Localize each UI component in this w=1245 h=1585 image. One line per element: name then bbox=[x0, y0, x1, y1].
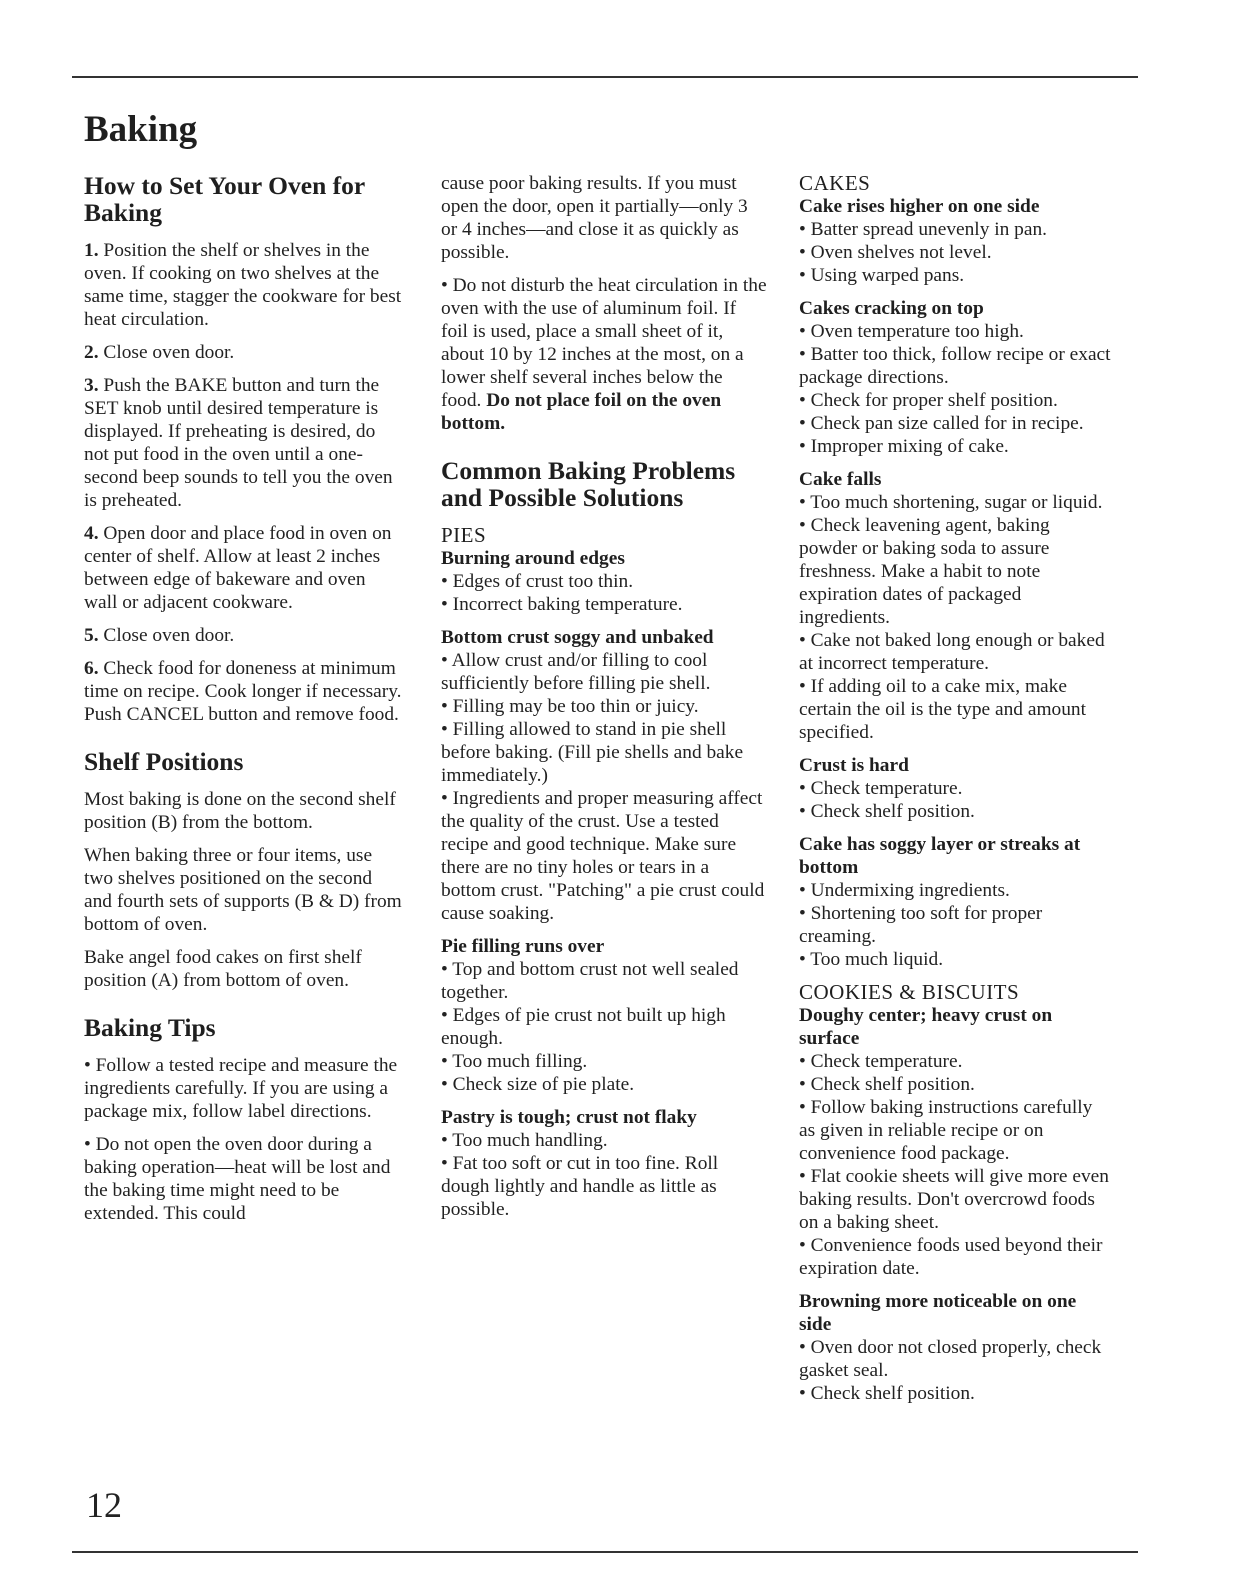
solution-item: • Batter too thick, follow recipe or exact package directions. bbox=[799, 344, 1111, 388]
tip-paragraph: • Follow a tested recipe and measure the ingredients carefully. If you are using a package mix, follow label directions. bbox=[84, 1055, 398, 1122]
cakes-problem-list bbox=[799, 195, 1111, 971]
step-2 bbox=[84, 341, 402, 364]
problem-title: Pie filling runs over bbox=[441, 936, 605, 957]
problem-group bbox=[799, 833, 1111, 971]
shelf-positions-heading: Shelf Positions bbox=[84, 747, 244, 776]
step-text: Close oven door. bbox=[103, 625, 235, 646]
solution-item: • Shortening too soft for proper creaming. bbox=[799, 903, 1043, 947]
problem-title: Cake falls bbox=[799, 469, 882, 490]
solution-item: • Batter spread unevenly in pan. bbox=[799, 219, 1048, 240]
step-number: 2. bbox=[84, 342, 99, 363]
page-number: 12 bbox=[86, 1485, 122, 1525]
problem-title: Bottom crust soggy and unbaked bbox=[441, 627, 714, 648]
problem-group bbox=[799, 1290, 1111, 1405]
shelf-paragraph: Bake angel food cakes on first shelf position (A) from bottom of oven. bbox=[84, 947, 362, 991]
problem-title: Pastry is tough; crust not flaky bbox=[441, 1107, 697, 1128]
step-number: 4. bbox=[84, 523, 99, 544]
solution-item: • Undermixing ingredients. bbox=[799, 880, 1010, 901]
top-rule bbox=[72, 76, 1138, 78]
shelf-paragraph: When baking three or four items, use two shelves positioned on the second and fourth sets of supports (B & D) from bottom of oven. bbox=[84, 845, 402, 935]
tip-warning: Do not place foil on the oven bottom. bbox=[441, 390, 722, 434]
step-text: Check food for doneness at minimum time on recipe. Cook longer if necessary. Push CANCEL button and remove food. bbox=[84, 658, 402, 725]
solution-item: • Check temperature. bbox=[799, 778, 963, 799]
problem-group bbox=[441, 547, 767, 616]
solution-item: • Too much liquid. bbox=[799, 949, 944, 970]
solution-item: • Too much handling. bbox=[441, 1130, 608, 1151]
step-number: 3. bbox=[84, 375, 99, 396]
problem-group bbox=[441, 935, 767, 1096]
solution-item: • Incorrect baking temperature. bbox=[441, 594, 683, 615]
solution-item: • Oven door not closed properly, check gasket seal. bbox=[799, 1337, 1102, 1381]
solution-item: • Filling allowed to stand in pie shell before baking. (Fill pie shells and bake immediately.) bbox=[441, 719, 744, 786]
solution-item: • Check shelf position. bbox=[799, 1074, 975, 1095]
problem-group bbox=[799, 754, 1111, 823]
step-text: Close oven door. bbox=[103, 342, 235, 363]
solution-item: • Check shelf position. bbox=[799, 801, 975, 822]
problem-group bbox=[799, 195, 1111, 287]
problem-group bbox=[441, 1106, 767, 1221]
solution-item: • Fat too soft or cut in too fine. Roll dough lightly and handle as little as possible. bbox=[441, 1153, 719, 1220]
solution-item: • Check shelf position. bbox=[799, 1383, 975, 1404]
tip-paragraph-continued: cause poor baking results. If you must open the door, open it partially—only 3 or 4 inches—and close it as quickly as possible. bbox=[441, 173, 748, 263]
step-text: Open door and place food in oven on center of shelf. Allow at least 2 inches between edge of bakeware and oven wall or adjacent cookware. bbox=[84, 523, 392, 613]
solution-item: • Top and bottom crust not well sealed together. bbox=[441, 959, 739, 1003]
solution-item: • Oven shelves not level. bbox=[799, 242, 992, 263]
pies-problem-list bbox=[441, 547, 767, 1221]
page-title: Baking bbox=[84, 109, 198, 150]
problem-group bbox=[441, 626, 767, 925]
solution-item: • Cake not baked long enough or baked at incorrect temperature. bbox=[799, 630, 1105, 674]
problem-title: Crust is hard bbox=[799, 755, 909, 776]
step-number: 5. bbox=[84, 625, 99, 646]
bottom-rule bbox=[72, 1551, 1138, 1553]
step-number: 1. bbox=[84, 240, 99, 261]
step-text: Position the shelf or shelves in the oven. If cooking on two shelves at the same time, stagger the cookware for best heat circulation. bbox=[84, 240, 402, 330]
tip-paragraph: • Do not open the oven door during a baking operation—heat will be lost and the baking time might need to be extended. This could bbox=[84, 1134, 391, 1224]
set-oven-heading: How to Set Your Oven for Baking bbox=[84, 171, 365, 227]
problems-heading: Common Baking Problems and Possible Solutions bbox=[441, 456, 736, 512]
shelf-paragraph: Most baking is done on the second shelf position (B) from the bottom. bbox=[84, 789, 396, 833]
solution-item: • Filling may be too thin or juicy. bbox=[441, 696, 699, 717]
column-right bbox=[799, 172, 1111, 1415]
category-cookies: COOKIES & BISCUITS bbox=[799, 980, 1020, 1004]
solution-item: • Check pan size called for in recipe. bbox=[799, 413, 1084, 434]
solution-item: • Too much shortening, sugar or liquid. bbox=[799, 492, 1103, 513]
solution-item: • Edges of pie crust not built up high enough. bbox=[441, 1005, 726, 1049]
step-6 bbox=[84, 657, 402, 726]
step-5 bbox=[84, 624, 402, 647]
solution-item: • Ingredients and proper measuring affect the quality of the crust. Use a tested recipe and good technique. Make sure there are no tiny holes or tears in a bottom crust. "Patching" a pie crust could cause soaking. bbox=[441, 788, 765, 924]
problem-title: Doughy center; heavy crust on surface bbox=[799, 1005, 1053, 1049]
step-3 bbox=[84, 374, 402, 512]
problem-title: Cake has soggy layer or streaks at bottom bbox=[799, 834, 1081, 878]
problem-group bbox=[799, 468, 1111, 744]
solution-item: • Check for proper shelf position. bbox=[799, 390, 1058, 411]
step-4 bbox=[84, 522, 402, 614]
tip-paragraph bbox=[441, 274, 767, 435]
solution-item: • Check temperature. bbox=[799, 1051, 963, 1072]
problem-title: Cakes cracking on top bbox=[799, 298, 984, 319]
solution-item: • Convenience foods used beyond their expiration date. bbox=[799, 1235, 1103, 1279]
column-left bbox=[84, 172, 402, 1235]
solution-item: • Allow crust and/or filling to cool sufficiently before filling pie shell. bbox=[441, 650, 711, 694]
step-number: 6. bbox=[84, 658, 99, 679]
problem-group bbox=[799, 297, 1111, 458]
baking-tips-heading: Baking Tips bbox=[84, 1013, 216, 1042]
solution-item: • Oven temperature too high. bbox=[799, 321, 1024, 342]
column-middle bbox=[441, 172, 767, 1231]
solution-item: • If adding oil to a cake mix, make certain the oil is the type and amount specified. bbox=[799, 676, 1087, 743]
step-text: Push the BAKE button and turn the SET knob until desired temperature is displayed. If preheating is desired, do not put food in the oven until a one-second beep sounds to tell you the oven is preheated. bbox=[84, 375, 393, 511]
solution-item: • Follow baking instructions carefully as given in reliable recipe or on convenience food package. bbox=[799, 1097, 1093, 1164]
step-1 bbox=[84, 239, 402, 331]
problem-title: Burning around edges bbox=[441, 548, 625, 569]
cookies-problem-list bbox=[799, 1004, 1111, 1405]
solution-item: • Edges of crust too thin. bbox=[441, 571, 634, 592]
problem-title: Cake rises higher on one side bbox=[799, 196, 1040, 217]
category-pies: PIES bbox=[441, 523, 487, 547]
solution-item: • Using warped pans. bbox=[799, 265, 965, 286]
problem-title: Browning more noticeable on one side bbox=[799, 1291, 1077, 1335]
solution-item: • Flat cookie sheets will give more even baking results. Don't overcrowd foods on a baking sheet. bbox=[799, 1166, 1109, 1233]
tip-text: • Do not disturb the heat circulation in the oven with the use of aluminum foil. If foil is used, place a small sheet of it, about 10 by 12 inches at the most, on a lower shelf several inches below the food. bbox=[441, 275, 767, 411]
problem-group bbox=[799, 1004, 1111, 1280]
solution-item: • Too much filling. bbox=[441, 1051, 588, 1072]
solution-item: • Check size of pie plate. bbox=[441, 1074, 635, 1095]
solution-item: • Check leavening agent, baking powder or baking soda to assure freshness. Make a habit to note expiration dates of packaged ingredients. bbox=[799, 515, 1050, 628]
solution-item: • Improper mixing of cake. bbox=[799, 436, 1009, 457]
category-cakes: CAKES bbox=[799, 171, 871, 195]
